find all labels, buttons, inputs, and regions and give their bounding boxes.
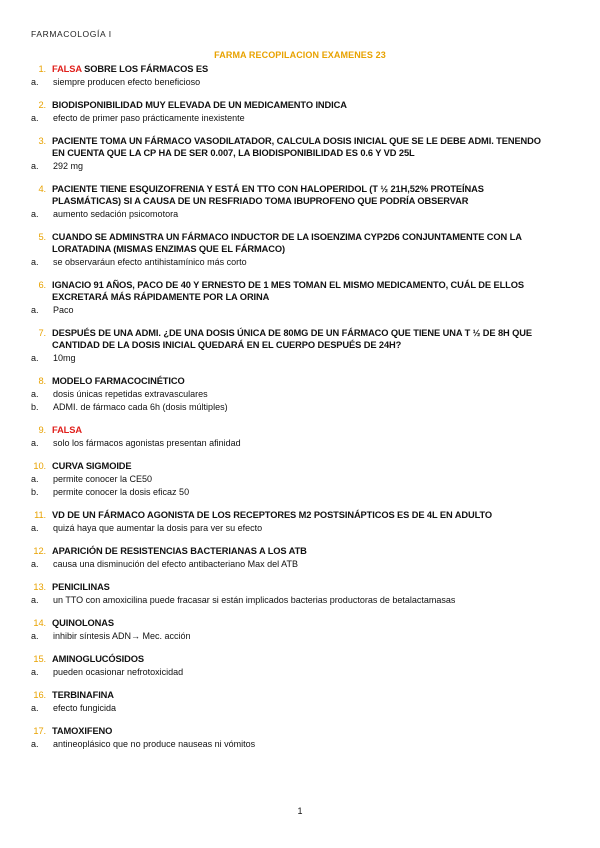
answer-item: [30, 76, 550, 88]
answer-text: 292 mg: [53, 161, 84, 171]
question-body: CUANDO SE ADMINSTRA UN FÁRMACO INDUCTOR DE LA ISOENZIMA CYP2D6 CONJUNTAMENTE CON LA LORATADINA (MISMAS ENZIMAS QUE EL FÁRMACO): [52, 232, 522, 254]
question-text: [52, 581, 550, 593]
question-text: [52, 279, 550, 303]
answer-text: efecto fungicida: [53, 703, 117, 713]
question-number: 5.: [38, 232, 46, 242]
answer-text: solo los fármacos agonistas presentan afinidad: [53, 438, 241, 448]
answer-item: [30, 738, 550, 750]
question-14: [30, 617, 550, 629]
question-body: PACIENTE TOMA UN FÁRMACO VASODILATADOR, CALCULA DOSIS INICIAL QUE SE LE DEBE ADMI. TENENDO EN CUENTA QUE LA CP HA DE SER 0.007, LA BIODISPONIBILIDAD ES 0.6 Y VD 25L: [52, 136, 541, 158]
answer-text: permite conocer la CE50: [53, 474, 153, 484]
answer-letter: a.: [31, 631, 39, 641]
question-text: [52, 183, 550, 207]
answer-text: siempre producen efecto beneficioso: [53, 77, 201, 87]
answer-item: [30, 630, 550, 642]
question-number: 10.: [33, 461, 46, 471]
question-13: [30, 581, 550, 593]
question-17: [30, 725, 550, 737]
question-text: [52, 725, 550, 737]
question-text: [52, 135, 550, 159]
question-12: [30, 545, 550, 557]
answer-letter: a.: [31, 389, 39, 399]
question-2: [30, 99, 550, 111]
answer-letter: a.: [31, 257, 39, 267]
answer-item: [30, 486, 550, 498]
question-11: [30, 509, 550, 521]
question-body: APARICIÓN DE RESISTENCIAS BACTERIANAS A LOS ATB: [52, 546, 307, 556]
answer-item: [30, 437, 550, 449]
question-highlight: FALSA: [52, 64, 82, 74]
answer-letter: a.: [31, 438, 39, 448]
question-6: [30, 279, 550, 303]
answer-text: quizá haya que aumentar la dosis para ver su efecto: [53, 523, 263, 533]
question-text: [52, 99, 550, 111]
question-3: [30, 135, 550, 159]
question-body: PENICILINAS: [52, 582, 110, 592]
answer-letter: a.: [31, 667, 39, 677]
question-text: [52, 424, 550, 436]
question-body: AMINOGLUCÓSIDOS: [52, 654, 144, 664]
question-body: QUINOLONAS: [52, 618, 115, 628]
question-body: VD DE UN FÁRMACO AGONISTA DE LOS RECEPTORES M2 POSTSINÁPTICOS ES DE 4L EN ADULTO: [52, 510, 493, 520]
answer-text: inhibir síntesis ADN→ Mec. acción: [53, 631, 191, 641]
answer-item: [30, 352, 550, 364]
answer-text: causa una disminución del efecto antibacteriano Max del ATB: [53, 559, 298, 569]
question-7: [30, 327, 550, 351]
question-16: [30, 689, 550, 701]
question-text: [52, 545, 550, 557]
answer-text: permite conocer la dosis eficaz 50: [53, 487, 190, 497]
question-8: [30, 375, 550, 387]
question-text: [52, 231, 550, 255]
question-1: [30, 63, 550, 75]
question-body: IGNACIO 91 AÑOS, PACO DE 40 Y ERNESTO DE 1 MES TOMAN EL MISMO MEDICAMENTO, CUÁL DE ELLOS EXCRETARÁ MÁS RÁPIDAMENTE POR LA ORINA: [52, 280, 524, 302]
answer-letter: a.: [31, 595, 39, 605]
answer-letter: a.: [31, 523, 39, 533]
answer-item: [30, 256, 550, 268]
document-title: FARMA RECOPILACION EXAMENES 23: [214, 50, 386, 60]
question-number: 9.: [38, 425, 46, 435]
answer-letter: a.: [31, 739, 39, 749]
answer-letter: b.: [31, 487, 39, 497]
answer-letter: b.: [31, 402, 39, 412]
page-number: 1: [297, 806, 303, 816]
question-5: [30, 231, 550, 255]
answer-text: aumento sedación psicomotora: [53, 209, 179, 219]
answer-text: antineoplásico que no produce nauseas ni vómitos: [53, 739, 256, 749]
question-number: 7.: [38, 328, 46, 338]
answer-item: [30, 594, 550, 606]
answer-letter: a.: [31, 703, 39, 713]
question-4: [30, 183, 550, 207]
answer-item: [30, 112, 550, 124]
question-text: [52, 460, 550, 472]
question-number: 14.: [33, 618, 46, 628]
question-number: 1.: [38, 64, 46, 74]
question-text: [52, 375, 550, 387]
answer-letter: a.: [31, 209, 39, 219]
answer-item: [30, 702, 550, 714]
question-body: PACIENTE TIENE ESQUIZOFRENIA Y ESTÁ EN TTO CON HALOPERIDOL (T ½ 21H,52% PROTEÍNAS PLASMÁTICAS) SI A CAUSA DE UN RESFRIADO TOMA IBUPROFENO QUE PODRÍA OBSERVAR: [52, 184, 484, 206]
answer-item: [30, 304, 550, 316]
question-number: 2.: [38, 100, 46, 110]
question-number: 12.: [33, 546, 46, 556]
question-body: DESPUÉS DE UNA ADMI. ¿DE UNA DOSIS ÚNICA DE 80MG DE UN FÁRMACO QUE TIENE UNA T ½ DE 8H QUE CANTIDAD DE LA DOSIS INICIAL QUEDARÁ EN EL CUERPO DESPUÉS DE 24H?: [52, 328, 532, 350]
answer-item: [30, 522, 550, 534]
answer-item: [30, 160, 550, 172]
question-text: [52, 653, 550, 665]
question-list: [30, 63, 550, 750]
answer-item: [30, 401, 550, 413]
question-text: [52, 509, 550, 521]
question-highlight: FALSA: [52, 425, 82, 435]
question-body: MODELO FARMACOCINÉTICO: [52, 376, 185, 386]
question-text: [52, 689, 550, 701]
question-number: 11.: [34, 510, 46, 520]
question-body: TAMOXIFENO: [52, 726, 113, 736]
answer-letter: a.: [31, 161, 39, 171]
answer-item: [30, 208, 550, 220]
answer-letter: a.: [31, 474, 39, 484]
answer-text: pueden ocasionar nefrotoxicidad: [53, 667, 184, 677]
question-text: [52, 617, 550, 629]
answer-text: un TTO con amoxicilina puede fracasar si están implicados bacterias productoras de betalactamasas: [53, 595, 456, 605]
answer-item: [30, 666, 550, 678]
question-number: 6.: [38, 280, 46, 290]
answer-letter: a.: [31, 113, 39, 123]
course-header: FARMACOLOGÍA I: [31, 29, 112, 39]
answer-text: 10mg: [53, 353, 76, 363]
question-10: [30, 460, 550, 472]
answer-letter: a.: [31, 559, 39, 569]
question-number: 4.: [38, 184, 46, 194]
answer-text: efecto de primer paso prácticamente inexistente: [53, 113, 245, 123]
answer-letter: a.: [31, 353, 39, 363]
answer-text: se observaráun efecto antihistamínico más corto: [53, 257, 247, 267]
answer-text: Paco: [53, 305, 74, 315]
question-number: 15.: [33, 654, 46, 664]
question-number: 13.: [33, 582, 46, 592]
question-text: [52, 63, 550, 75]
question-15: [30, 653, 550, 665]
answer-item: [30, 388, 550, 400]
question-number: 3.: [38, 136, 46, 146]
answer-item: [30, 558, 550, 570]
answer-text: dosis únicas repetidas extravasculares: [53, 389, 208, 399]
question-9: [30, 424, 550, 436]
answer-text: ADMI. de fármaco cada 6h (dosis múltiples): [53, 402, 228, 412]
answer-item: [30, 473, 550, 485]
question-body: TERBINAFINA: [52, 690, 114, 700]
question-text: [52, 327, 550, 351]
question-body: BIODISPONIBILIDAD MUY ELEVADA DE UN MEDICAMENTO INDICA: [52, 100, 347, 110]
question-body: SOBRE LOS FÁRMACOS ES: [81, 64, 209, 74]
question-number: 17.: [33, 726, 46, 736]
answer-letter: a.: [31, 305, 39, 315]
question-number: 16.: [33, 690, 46, 700]
answer-letter: a.: [31, 77, 39, 87]
question-body: CURVA SIGMOIDE: [52, 461, 132, 471]
question-number: 8.: [38, 376, 46, 386]
